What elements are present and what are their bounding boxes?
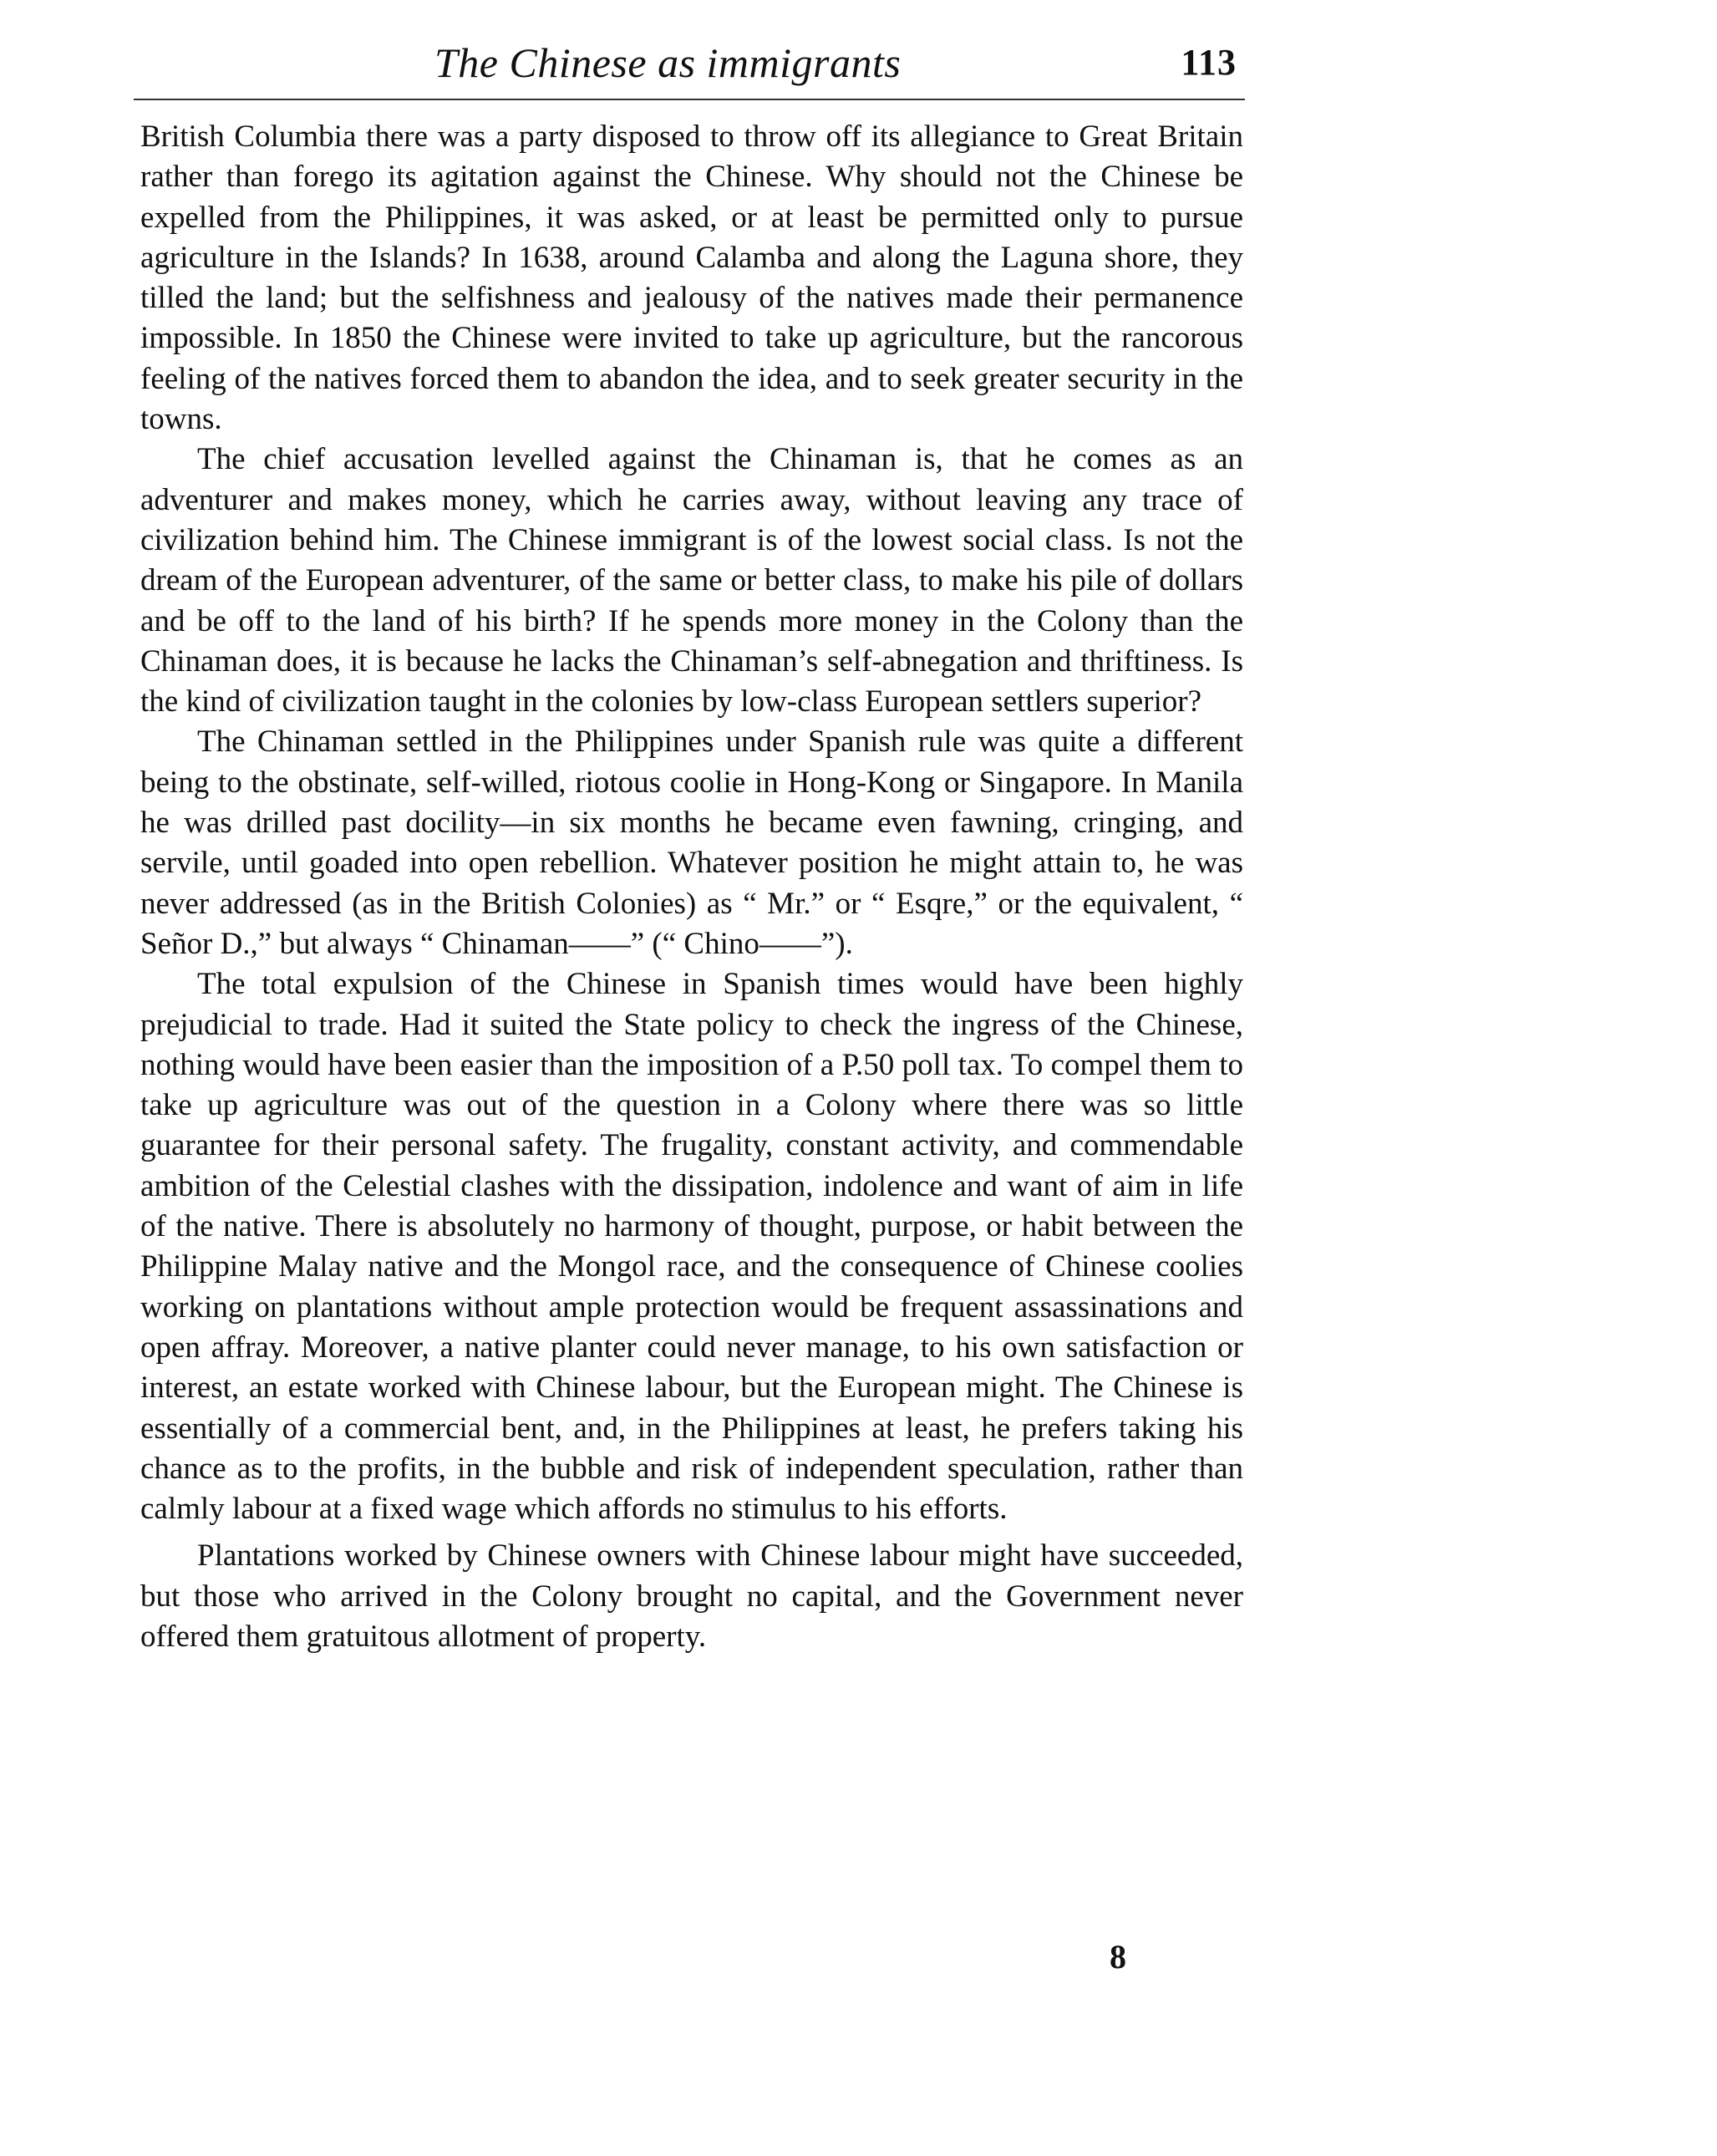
signature-mark: 8 <box>1110 1938 1126 1975</box>
paragraph-2: The chief accusation levelled against the Chinaman is, that he comes as an adventurer and makes money, which he carries away, without leaving any trace of civilization behind him. The Chinese immigrant is of the lowest social class. Is not the dream of the European adventurer, of the same or better class, to make his pile of dollars and be off to the land of his birth? If he spends more money in the Colony than the Chinaman does, it is because he lacks the Chinaman’s self-abnegation and thriftiness. Is the kind of civilization taught in the colonies by low-class European settlers superior? <box>140 442 1243 720</box>
running-title: The Chinese as immigrants <box>434 39 902 86</box>
paragraph-1: British Columbia there was a party disposed to throw off its allegiance to Great Britain rather than forego its agitation against the Chinese. Why should not the Chinese be expelled from the Philippines, it was asked, or at least be permitted only to pursue agriculture in the Islands? In 1638, around Calamba and along the Laguna shore, they tilled the land; but the selfishness and jealousy of the natives made their permanence impossible. In 1850 the Chinese were invited to take up agriculture, but the rancorous feeling of the natives forced them to abandon the idea, and to seek greater security in the towns. <box>140 119 1243 437</box>
paragraph-3: The Chinaman settled in the Philippines under Spanish rule was quite a different being to the obstinate, self-willed, riotous coolie in Hong-Kong or Singapore. In Manila he was drilled past docility—in six months he became even fawning, cringing, and servile, until goaded into open rebellion. Whatever position he might attain to, he was never addressed (as in the British Colonies) as “ Mr.” or “ Esqre,” or the equivalent, “ Señor D.,” but always “ Chinaman——” (“ Chino——”). <box>140 725 1243 961</box>
header-rule <box>134 99 1245 100</box>
page-number: 113 <box>1181 42 1237 83</box>
body-text <box>140 117 1243 1657</box>
paragraph-5: Plantations worked by Chinese owners with Chinese labour might have succeeded, but those who arrived in the Colony brought no capital, and the Government never offered them gratuitous allotment of property. <box>140 1538 1243 1654</box>
paragraph-4: The total expulsion of the Chinese in Spanish times would have been highly prejudicial to trade. Had it suited the State policy to check the ingress of the Chinese, nothing would have been easier than the imposition of a P.50 poll tax. To compel them to take up agriculture was out of the question in a Colony where there was so little guarantee for their personal safety. The frugality, constant activity, and commendable ambition of the Celestial clashes with the dissipation, indolence and want of aim in life of the native. There is absolutely no harmony of thought, purpose, or habit between the Philippine Malay native and the Mongol race, and the consequence of Chinese coolies working on plantations without ample protection would be frequent assassinations and open affray. Moreover, a native planter could never manage, to his own satisfaction or interest, an estate worked with Chinese labour, but the European might. The Chinese is essentially of a commercial bent, and, in the Philippines at least, he prefers taking his chance as to the profits, in the bubble and risk of independent speculation, rather than calmly labour at a fixed wage which affords no stimulus to his efforts. <box>140 967 1243 1527</box>
running-head <box>134 33 1253 92</box>
